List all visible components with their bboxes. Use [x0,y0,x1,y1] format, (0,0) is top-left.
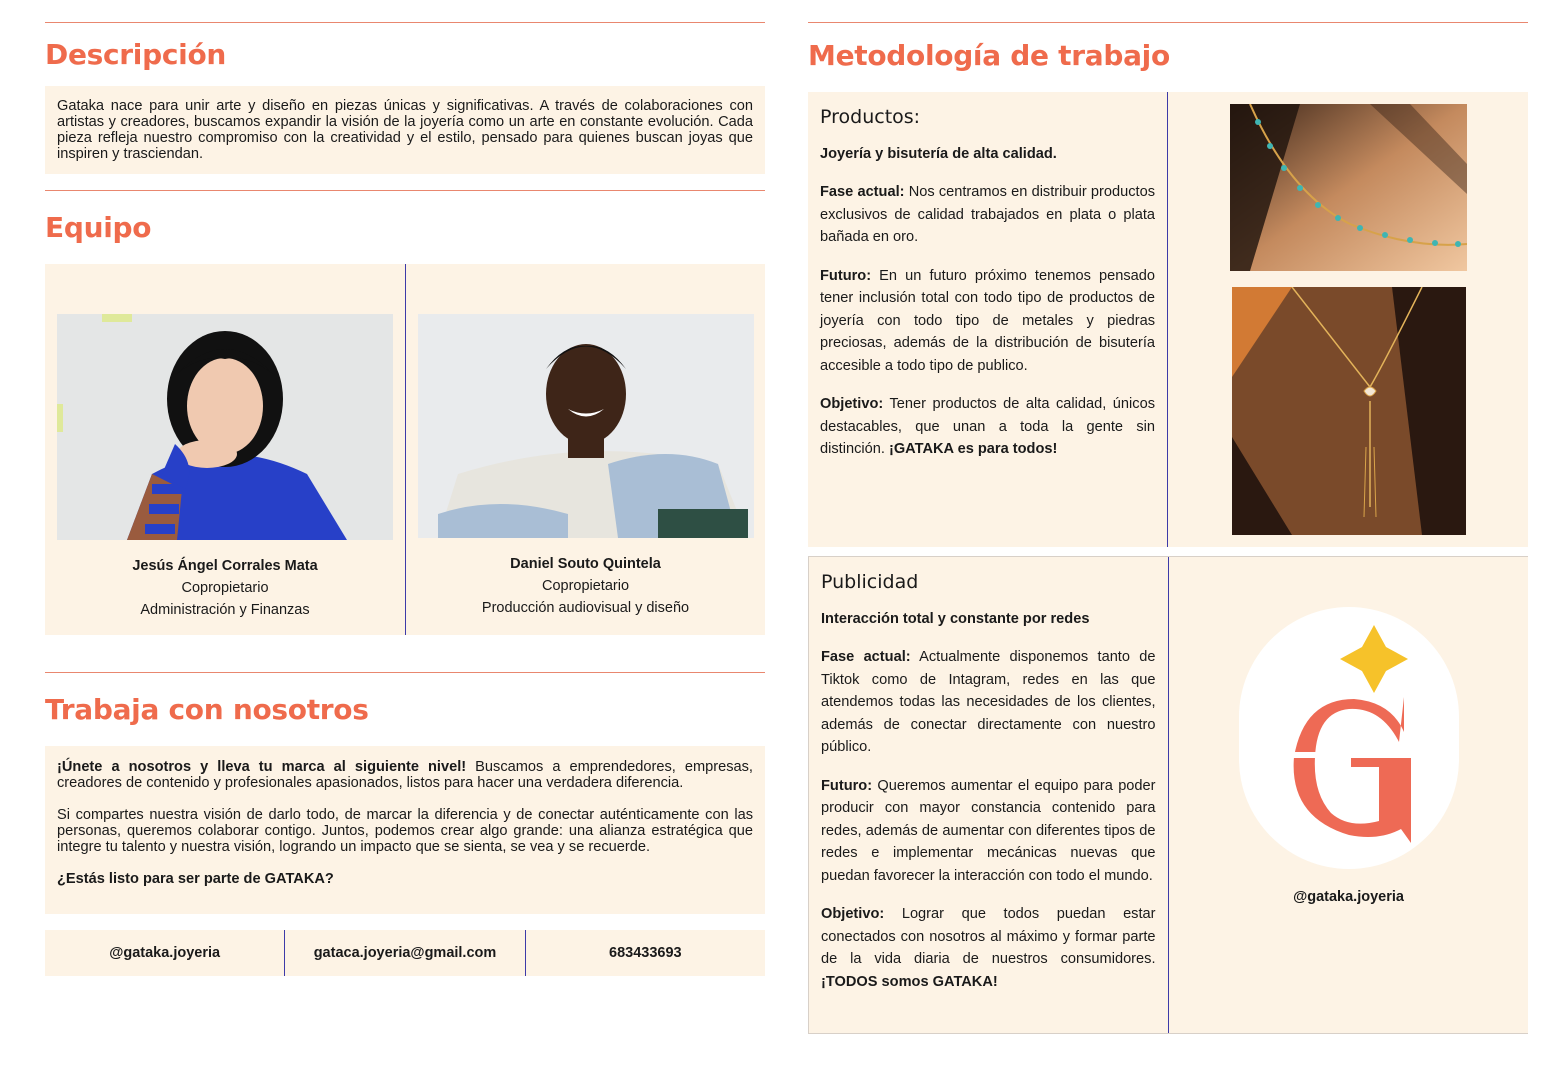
team-panel [45,264,765,635]
work-paragraph-2: Si compartes nuestra visión de darlo todo, de marcar la diferencia y de conectar auténticamente con las personas, queremos colaborar contigo. Juntos, podemos crear algo grande: una alianza estratégica que integre tu talento y nuestra visión, logrando un impacto que se sienta, se vea y se recuerde. [57,807,753,855]
team-title: Equipo [45,211,152,244]
member-area: Administración y Finanzas [140,602,310,618]
member-name: Daniel Souto Quintela [510,556,661,572]
advertising-logo-area [1169,557,1528,1033]
text: Nos centramos en distribuir productos exclusivos de calidad trabajados en plata o plata bañada en oro. [820,184,1156,245]
advertising-block [808,556,1528,1034]
advertising-future [821,775,1156,888]
instagram-handle[interactable]: @gataka.joyeria [1293,889,1404,905]
advertising-goal [821,903,1156,993]
necklace-photo-2 [1232,287,1466,535]
products-future [820,265,1155,378]
member-photo-woman [57,314,393,540]
text: Tener productos de alta calidad, únicos destacables, que unan a toda la gente sin distinción. [820,396,1155,457]
label: Futuro: [820,267,872,284]
products-block [808,92,1528,547]
description-panel [45,86,765,174]
work-panel [45,746,765,914]
products-goal [820,393,1155,461]
portrait-image [57,314,393,540]
team-member-card [45,264,405,635]
gataka-logo [1239,607,1459,869]
methodology-title: Metodología de trabajo [808,39,1170,72]
advertising-current [821,646,1156,759]
member-role: Copropietario [181,580,269,596]
work-question: ¿Estás listo para ser parte de GATAKA? [57,871,334,887]
member-area: Producción audiovisual y diseño [481,600,690,616]
section-divider [45,672,765,673]
work-title: Trabaja con nosotros [45,693,369,726]
work-text: Buscamos a emprendedores, empresas, creadores de contenido y profesionales apasionados, listos para hacer una verdadera diferencia. [57,759,753,791]
section-divider [45,22,765,23]
advertising-text [809,557,1169,1033]
advertising-lead: Interacción total y constante por redes [821,610,1090,627]
work-paragraph-1 [57,759,753,791]
gataka-logo-icon [1239,607,1459,869]
label: Fase actual: [821,649,911,665]
member-photo-man [418,314,754,538]
team-member-card [405,264,765,635]
section-divider [45,190,765,191]
necklace-image [1230,104,1467,271]
text: Actualmente disponemos tanto de Tiktok como de Intagram, redes en las que atendemos todas las necesidades de los clientes, además de conectar directamente con nuestro público. [821,649,1156,755]
contact-email[interactable]: gataca.joyeria@gmail.com [284,930,524,976]
products-current [820,181,1155,249]
products-title: Productos: [820,106,921,128]
advertising-title: Publicidad [821,571,919,593]
text: Lograr que todos puedan estar conectados con nosotros al máximo y formar parte de la vida diaria de nuestros consumidores. [821,906,1156,967]
label: Objetivo: [821,906,885,922]
tagline: ¡GATAKA es para todos! [888,441,1058,457]
work-highlight: ¡Únete a nosotros y lleva tu marca al siguiente nivel! [57,759,467,775]
contact-phone[interactable]: 683433693 [525,930,765,976]
label: Fase actual: [820,184,905,200]
member-role: Copropietario [541,578,630,594]
contact-bar [45,930,765,976]
label: Futuro: [821,777,873,794]
portrait-image [418,314,754,538]
section-divider [808,22,1528,23]
necklace-image [1232,287,1466,535]
products-images [1168,92,1528,547]
text: En un futuro próximo tenemos pensado tener inclusión total con todo tipo de productos de joyería con todo tipo de metales y piedras preciosas, además de la distribución de bisutería accesible a todo tipo de publico. [820,267,1155,374]
description-title: Descripción [45,38,227,71]
label: Objetivo: [820,396,884,412]
member-name: Jesús Ángel Corrales Mata [132,558,318,574]
description-text: Gataka nace para unir arte y diseño en piezas únicas y significativas. A través de colaboraciones con artistas y creadores, buscamos expandir la visión de la joyería como un arte en constante evolución. Cada pieza refleja nuestro compromiso con la creatividad y el estilo, pensado para quienes buscan joyas que inspiren y trasciendan. [57,98,753,162]
products-lead: Joyería y bisutería de alta calidad. [820,145,1057,162]
necklace-photo-1 [1230,104,1467,271]
tagline: ¡TODOS somos GATAKA! [821,973,998,990]
products-text [808,92,1168,547]
text: Queremos aumentar el equipo para poder producir con mayor constancia contenido para redes, además de aumentar con diferentes tipos de redes e implementar mecánicas nuevas que puedan favorecer la interacción con todo el mundo. [821,777,1156,884]
contact-instagram[interactable]: @gataka.joyeria [109,945,221,961]
